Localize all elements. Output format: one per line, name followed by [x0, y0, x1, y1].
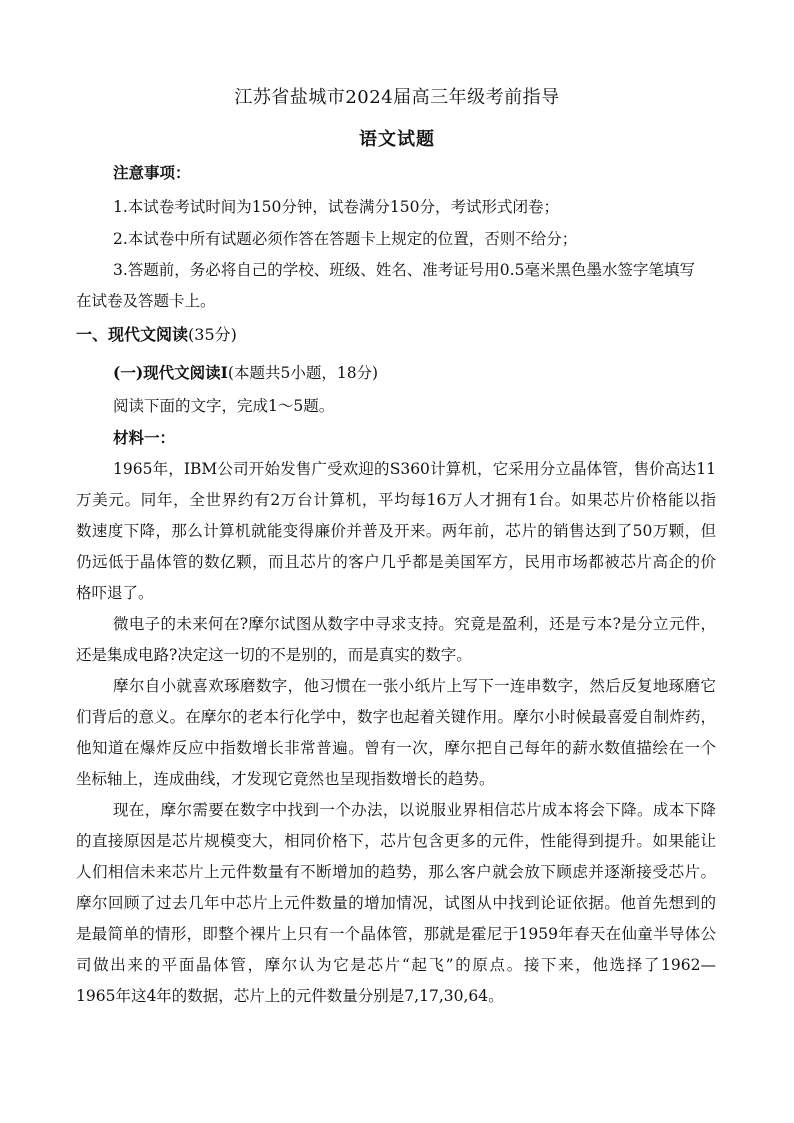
- material-label: 材料一：: [113, 428, 176, 447]
- paragraph-line: 们背后的意义。在摩尔的老本行化学中，数字也起着关键作用。摩尔小时候最喜爱自制炸药，: [76, 708, 716, 726]
- paragraph-line: 是最简单的情形，即整个裸片上只有一个晶体管，那就是霍尼于1959年春天在仙童半导体公: [76, 925, 716, 943]
- paragraph-line: 格吓退了。: [76, 584, 154, 602]
- notice-item-3: 3.答题前，务必将自己的学校、班级、姓名、准考证号用0.5毫米黑色墨水签字笔填写: [113, 261, 695, 279]
- paragraph-line: 万美元。同年，全世界约有2万台计算机，平均每16万人才拥有1台。如果芯片价格能以指: [76, 491, 716, 509]
- section-title: 一、现代文阅读: [76, 325, 189, 344]
- paragraph-line: 数速度下降，那么计算机就能变得廉价并普及开来。两年前，芯片的销售达到了50万颗，但: [76, 522, 716, 540]
- paragraph-line: 微电子的未来何在?摩尔试图从数字中寻求支持。究竟是盈利，还是亏本?是分立元件，: [113, 615, 716, 633]
- paragraph-line: 还是集成电路?决定这一切的不是别的，而是真实的数字。: [76, 646, 472, 664]
- paragraph-line: 现在，摩尔需要在数字中找到一个办法，以说服业界相信芯片成本将会下降。成本下降: [113, 801, 716, 819]
- paragraph-line: 1965年这4年的数据，芯片上的元件数量分别是7,17,30,64。: [76, 987, 504, 1005]
- paragraph-line: 人们相信未来芯片上元件数量有不断增加的趋势，那么客户就会放下顾虑并逐渐接受芯片。: [76, 863, 716, 881]
- notice-heading: 注意事项：: [113, 163, 191, 182]
- section-score: (35分): [188, 325, 237, 344]
- section-heading: [76, 324, 716, 346]
- paragraph-line: 的直接原因是芯片规模变大，相同价格下，芯片包含更多的元件，性能得到提升。如果能让: [76, 832, 716, 850]
- paragraph-line: 仍远低于晶体管的数亿颗，而且芯片的客户几乎都是美国军方，民用市场都被芯片高企的价: [76, 553, 716, 571]
- paragraph-line: 1965年，IBM公司开始发售广受欢迎的S360计算机，它采用分立晶体管，售价高达11: [113, 460, 716, 478]
- subsection-label: (一)现代文阅读Ⅰ: [113, 363, 228, 382]
- paragraph-line: 坐标轴上，连成曲线，才发现它竟然也呈现指数增长的趋势。: [76, 770, 495, 788]
- document-title: 江苏省盐城市2024届高三年级考前指导: [234, 87, 560, 108]
- notice-item-1: 1.本试卷考试时间为150分钟，试卷满分150分，考试形式闭卷；: [113, 198, 559, 216]
- notice-item-2: 2.本试卷中所有试题必须作答在答题卡上规定的位置，否则不给分；: [113, 230, 578, 248]
- subsection-info: (本题共5小题，18分): [227, 364, 379, 382]
- document-subtitle: 语文试题: [359, 129, 435, 150]
- paragraph-line: 他知道在爆炸反应中指数增长非常普遍。曾有一次，摩尔把自己每年的薪水数值描绘在一个: [76, 739, 716, 757]
- paragraph-line: 摩尔回顾了过去几年中芯片上元件数量的增加情况，试图从中找到论证依据。他首先想到的: [76, 894, 716, 912]
- subsection-heading: [113, 362, 716, 384]
- paragraph-line: 摩尔自小就喜欢琢磨数字，他习惯在一张小纸片上写下一连串数字，然后反复地琢磨它: [113, 677, 716, 695]
- notice-item-3-continued: 在试卷及答题卡上。: [76, 292, 216, 310]
- paragraph-line: 司做出来的平面晶体管，摩尔认为它是芯片“起飞”的原点。接下来，他选择了1962—: [76, 956, 716, 974]
- reading-instruction: 阅读下面的文字，完成1～5题。: [113, 397, 335, 415]
